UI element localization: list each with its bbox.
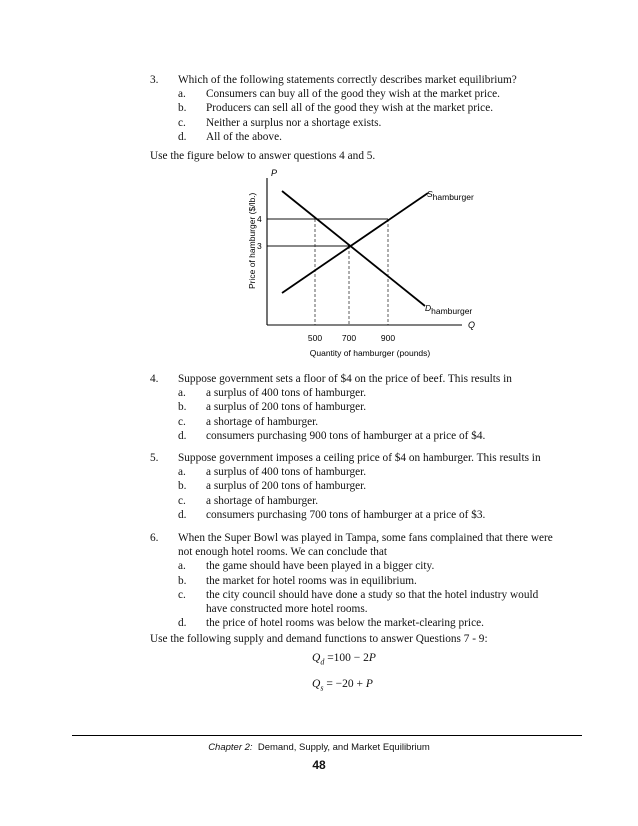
supply-equation: $Q_s = -20 + P$ [312,678,373,693]
option-letter: c. [178,494,186,507]
x-tick-label: 500 [307,333,323,343]
option-letter: a. [178,560,186,573]
question-number: 3. [150,74,159,86]
x-axis-letter: Q [468,320,476,330]
demand-equation: $Q_d =100 - 2P$ [312,652,376,667]
option-text: Neither a surplus nor a shortage exists. [206,116,382,129]
question-6 [150,531,580,630]
option-letter: a. [178,88,186,101]
footer-chapter [0,742,638,753]
question-number: 4. [150,373,159,385]
x-tick-label: 700 [341,333,357,343]
question-text: When the Super Bowl was played in Tampa, some fans complained that there were [178,532,553,544]
option-letter: d. [178,617,187,630]
option-letter: c. [178,415,186,428]
question-number: 6. [150,532,159,544]
option-text: consumers purchasing 900 tons of hamburger at a price of $4. [206,429,486,442]
option-text: a surplus of 200 tons of hamburger. [206,480,367,493]
footer-divider [72,735,582,736]
option-text: a surplus of 400 tons of hamburger. [206,387,367,400]
y-axis-letter: P [271,168,278,178]
option-letter: b. [178,401,187,414]
option-letter: a. [178,466,186,479]
x-axis-label: Quantity of hamburger (pounds) [309,348,431,358]
question-5 [150,451,580,522]
option-text: the price of hotel rooms was below the market-clearing price. [206,617,484,630]
demand-label: Dhamburger [425,303,473,316]
option-letter: b. [178,480,187,493]
option-letter: b. [178,574,187,587]
figure-intro: Use the figure below to answer questions 4 and 5. [150,150,376,162]
option-text: a shortage of hamburger. [206,415,319,428]
option-letter: d. [178,508,187,521]
option-text: the market for hotel rooms was in equilibrium. [206,574,417,587]
option-text: All of the above. [206,130,282,143]
demand-curve [282,191,425,306]
page-number: 48 [312,758,326,772]
y-tick-label: 4 [257,214,262,224]
chapter-label: Chapter 2: [208,742,253,753]
option-letter: d. [178,429,187,442]
option-text: consumers purchasing 700 tons of hamburger at a price of $3. [206,508,486,521]
option-text: a surplus of 200 tons of hamburger. [206,401,367,414]
x-tick-label: 900 [380,333,396,343]
supply-label: Shamburger [427,189,474,202]
option-letter: b. [178,102,187,115]
y-axis-label: Price of hamburger ($/lb.) [247,192,257,289]
question-4 [150,372,580,443]
supply-demand-chart [236,160,506,362]
chapter-title: Demand, Supply, and Market Equilibrium [257,742,430,753]
question-text: Suppose government sets a floor of $4 on the price of beef. This results in [178,373,512,385]
question-number: 5. [150,452,159,464]
option-text: the city council should have done a study so that the hotel industry would [206,588,539,601]
option-letter: d. [178,130,187,143]
question-text-continuation: not enough hotel rooms. We can conclude that [178,546,388,559]
option-text-continuation: have constructed more hotel rooms. [206,602,368,615]
option-letter: c. [178,588,186,601]
option-text: Consumers can buy all of the good they wish at the market price. [206,88,500,101]
option-letter: a. [178,387,186,400]
option-text: a surplus of 400 tons of hamburger. [206,466,367,479]
option-letter: c. [178,116,186,129]
question-3 [150,73,580,144]
y-tick-label: 3 [257,241,262,251]
question-text: Suppose government imposes a ceiling price of $4 on hamburger. This results in [178,452,541,464]
functions-intro: Use the following supply and demand functions to answer Questions 7 - 9: [150,633,488,645]
option-text: Producers can sell all of the good they wish at the market price. [206,102,494,115]
option-text: a shortage of hamburger. [206,494,319,507]
question-text: Which of the following statements correctly describes market equilibrium? [178,74,517,86]
option-text: the game should have been played in a bigger city. [206,560,435,573]
